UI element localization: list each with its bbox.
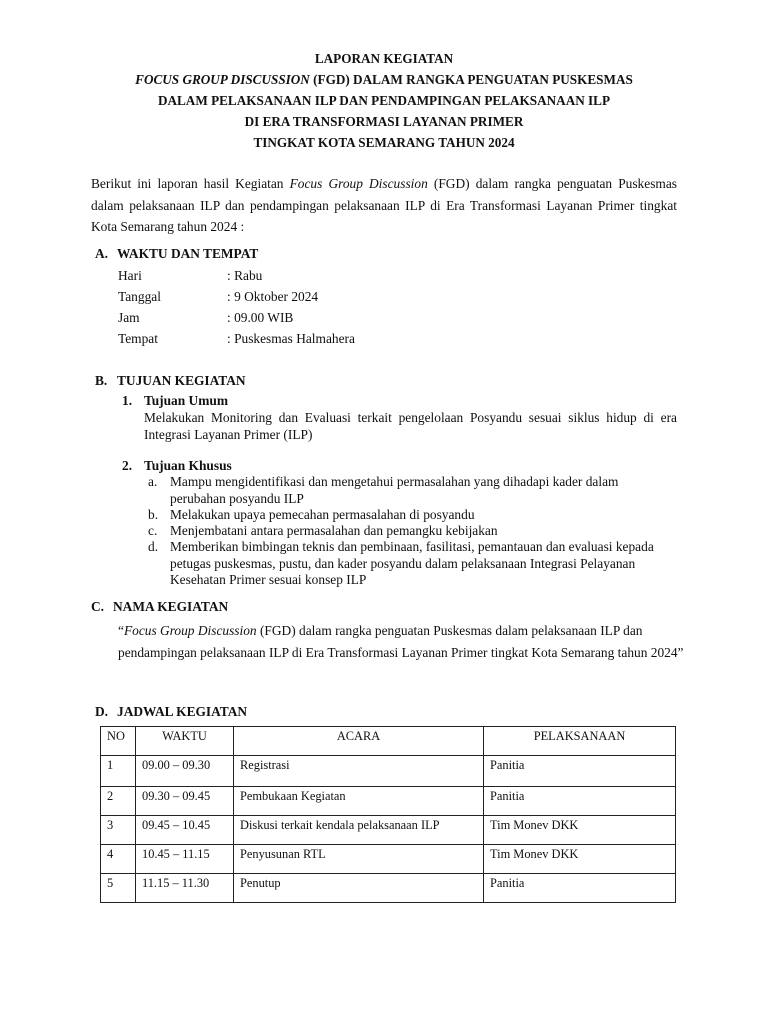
list-marker: d. xyxy=(148,539,159,554)
section-c-heading xyxy=(91,599,228,615)
title-line-3: DALAM PELAKSANAAN ILP DAN PENDAMPINGAN PELAKSANAAN ILP xyxy=(157,93,611,108)
info-key: Tempat xyxy=(118,331,158,346)
list-item xyxy=(148,523,677,540)
cell-acara: Penutup xyxy=(234,874,484,903)
info-key: Tanggal xyxy=(118,289,161,304)
header-waktu: WAKTU xyxy=(136,727,234,756)
cell-pelaksanaan: Panitia xyxy=(484,787,676,816)
table-row xyxy=(101,787,676,816)
cell-pelaksanaan: Panitia xyxy=(484,874,676,903)
info-key: Hari xyxy=(118,268,142,283)
cell-waktu: 09.00 – 09.30 xyxy=(136,756,234,787)
intro-before: Berikut ini laporan hasil Kegiatan xyxy=(91,176,290,191)
cell-acara: Pembukaan Kegiatan xyxy=(234,787,484,816)
cell-acara: Penyusunan RTL xyxy=(234,845,484,874)
table-row xyxy=(101,845,676,874)
list-text: Mampu mengidentifikasi dan mengetahui permasalahan yang dihadapi kader dalam perubahan posyandu ILP xyxy=(170,474,619,506)
title-line-2 xyxy=(0,69,768,90)
cell-acara: Registrasi xyxy=(234,756,484,787)
section-b-title: TUJUAN KEGIATAN xyxy=(117,373,246,388)
table-row xyxy=(101,874,676,903)
list-marker: c. xyxy=(148,523,158,538)
tujuan-umum-title: Tujuan Umum xyxy=(144,393,228,408)
list-item xyxy=(148,539,677,589)
cell-no: 4 xyxy=(101,845,136,874)
section-b-heading xyxy=(95,373,246,389)
tujuan-umum-text: Melakukan Monitoring dan Evaluasi terkait pengelolaan Posyandu sesuai siklus hidup di era Integrasi Layanan Primer (ILP) xyxy=(144,410,677,442)
section-a-label: A. xyxy=(95,246,109,261)
tujuan-khusus-title: Tujuan Khusus xyxy=(144,458,232,473)
table-row xyxy=(101,816,676,845)
intro-italic: Focus Group Discussion xyxy=(289,176,428,191)
tujuan-umum-number: 1. xyxy=(122,393,133,408)
table-row xyxy=(101,756,676,787)
nama-italic: Focus Group Discussion xyxy=(123,623,257,638)
info-value: : Puskesmas Halmahera xyxy=(227,331,355,346)
header-pelaksanaan: PELAKSANAAN xyxy=(484,727,676,756)
nama-open-quote: “ xyxy=(118,623,124,638)
list-marker: a. xyxy=(148,474,158,489)
jadwal-table xyxy=(100,726,676,903)
section-c-title: NAMA KEGIATAN xyxy=(113,599,229,614)
info-value: : 09.00 WIB xyxy=(227,310,294,325)
cell-waktu: 11.15 – 11.30 xyxy=(136,874,234,903)
section-d-label: D. xyxy=(95,704,109,719)
info-row-hari xyxy=(118,268,262,284)
title-line-5: TINGKAT KOTA SEMARANG TAHUN 2024 xyxy=(253,135,515,150)
header-acara: ACARA xyxy=(234,727,484,756)
section-d-heading xyxy=(95,704,247,720)
cell-acara: Diskusi terkait kendala pelaksanaan ILP xyxy=(234,816,484,845)
info-value: : 9 Oktober 2024 xyxy=(227,289,319,304)
cell-waktu: 09.30 – 09.45 xyxy=(136,787,234,816)
info-value: : Rabu xyxy=(227,268,263,283)
info-row-tempat xyxy=(118,331,355,347)
report-title xyxy=(0,48,768,153)
title-line-1: LAPORAN KEGIATAN xyxy=(314,51,454,66)
section-c-label: C. xyxy=(91,599,105,614)
list-marker: b. xyxy=(148,507,159,522)
section-d-title: JADWAL KEGIATAN xyxy=(117,704,248,719)
tujuan-umum-heading xyxy=(122,393,228,409)
title-line-4: DI ERA TRANSFORMASI LAYANAN PRIMER xyxy=(244,114,524,129)
section-b-label: B. xyxy=(95,373,108,388)
section-a-heading xyxy=(95,246,258,262)
cell-no: 3 xyxy=(101,816,136,845)
list-text: Memberikan bimbingan teknis dan pembinaan, fasilitasi, pemantauan dan evaluasi kepada petugas puskesmas, pustu, dan kader posyandu dalam pelaksanaan Integrasi Pelayanan Kesehatan Primer sesuai konsep ILP xyxy=(170,539,654,587)
list-text: Melakukan upaya pemecahan permasalahan di posyandu xyxy=(170,507,475,522)
cell-waktu: 09.45 – 10.45 xyxy=(136,816,234,845)
info-row-tanggal xyxy=(118,289,318,305)
list-item xyxy=(148,474,677,507)
cell-pelaksanaan: Tim Monev DKK xyxy=(484,816,676,845)
intro-paragraph xyxy=(91,173,677,238)
header-no: NO xyxy=(101,727,136,756)
table-header-row xyxy=(101,727,676,756)
info-key: Jam xyxy=(118,310,140,325)
intro-after: (FGD) dalam rangka penguatan Puskesmas dalam pelaksanaan ILP dan pendampingan pelaksanaan ILP di Era Transformasi Layanan Primer tingkat Kota Semarang tahun 2024 : xyxy=(91,176,677,234)
title-line-2-rest: (FGD) DALAM RANGKA PENGUATAN PUSKESMAS xyxy=(309,72,633,87)
cell-pelaksanaan: Panitia xyxy=(484,756,676,787)
list-item xyxy=(148,507,677,524)
cell-no: 1 xyxy=(101,756,136,787)
list-text: Menjembatani antara permasalahan dan pemangku kebijakan xyxy=(170,523,498,538)
section-a-title: WAKTU DAN TEMPAT xyxy=(117,246,259,261)
title-line-2-italic: FOCUS GROUP DISCUSSION xyxy=(135,72,310,87)
tujuan-khusus-heading xyxy=(122,458,232,474)
tujuan-khusus-number: 2. xyxy=(122,458,133,473)
cell-no: 5 xyxy=(101,874,136,903)
nama-rest: (FGD) dalam rangka penguatan Puskesmas dalam pelaksanaan ILP dan pendampingan pelaksanaan ILP di Era Transformasi Layanan Primer tingkat Kota Semarang tahun 2024” xyxy=(118,623,684,660)
cell-pelaksanaan: Tim Monev DKK xyxy=(484,845,676,874)
info-row-jam xyxy=(118,310,293,326)
cell-waktu: 10.45 – 11.15 xyxy=(136,845,234,874)
nama-kegiatan-text xyxy=(118,620,688,663)
cell-no: 2 xyxy=(101,787,136,816)
